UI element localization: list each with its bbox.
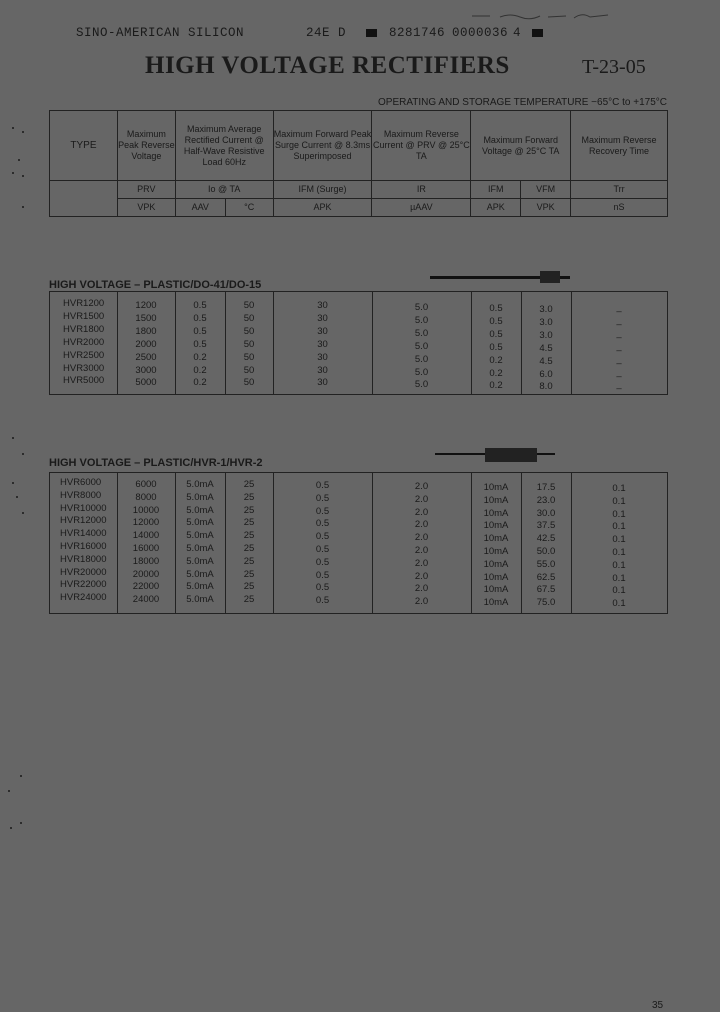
cell-ifsm: 30: [317, 325, 328, 337]
cell-trr: –: [616, 344, 622, 356]
cell-ifsm: 30: [317, 338, 328, 350]
cell-io: 5.0mA: [186, 594, 214, 606]
scan-speck: [22, 453, 24, 455]
page-number: 35: [652, 1000, 664, 1011]
scan-speck: [12, 127, 14, 129]
cell-ir: 2.0: [414, 544, 429, 556]
col-header-vf: Maximum Forward Voltage @ 25°C TA: [471, 111, 571, 181]
cell-prv: 3000: [135, 364, 157, 376]
cell-ta: 25: [243, 594, 255, 606]
scan-speck: [8, 790, 10, 792]
cell-type: HVR2000: [63, 336, 105, 348]
cell-prv: 2000: [135, 338, 157, 350]
cell-prv: 12000: [132, 517, 160, 529]
cell-ifm: 10mA: [483, 558, 509, 570]
cell-ifm: 0.5: [489, 315, 503, 327]
barcode-block-icon: [532, 26, 543, 40]
section2-trr-col: [571, 483, 667, 611]
cell-ifsm: 30: [317, 300, 328, 311]
cell-ifm: 0.2: [489, 354, 503, 366]
col-header-ifsm: Maximum Forward Peak Surge Current @ 8.3ms Superimposed: [273, 111, 372, 181]
cell-trr: –: [616, 357, 622, 369]
cell-ifsm: 0.5: [315, 543, 330, 555]
cell-trr: –: [616, 306, 622, 317]
section2-vfm-col: [521, 482, 571, 610]
unit-trr: nS: [571, 199, 668, 217]
cell-io: 5.0mA: [186, 542, 214, 554]
cell-vfm: 37.5: [536, 520, 556, 532]
section2-ta-col: [225, 479, 273, 607]
cell-trr: 0.1: [612, 534, 626, 546]
cell-ta: 50: [243, 338, 255, 350]
cell-trr: 0.1: [612, 483, 626, 494]
cell-vfm: 23.0: [536, 494, 556, 506]
cell-prv: 1200: [135, 300, 157, 311]
symbol-ir: IR: [372, 181, 471, 199]
cell-ta: 25: [243, 479, 255, 490]
cell-vfm: 8.0: [539, 381, 553, 393]
cell-type: HVR10000: [60, 502, 107, 514]
cell-type: HVR12000: [60, 515, 107, 527]
cell-prv: 14000: [132, 530, 160, 542]
header-symbol: D: [338, 26, 347, 40]
section1-ir-col: [372, 302, 471, 392]
cell-type: HVR3000: [63, 362, 105, 374]
cell-ta: 50: [243, 377, 255, 389]
cell-ifm: 10mA: [483, 520, 509, 532]
cell-type: HVR8000: [60, 489, 102, 501]
scan-speck: [18, 159, 20, 161]
cell-io: 0.5: [193, 325, 207, 337]
operating-temperature: OPERATING AND STORAGE TEMPERATURE −65°C to +175°C: [378, 97, 668, 108]
cell-type: HVR1200: [63, 298, 105, 309]
section1-type-col: [63, 298, 104, 388]
cell-type: HVR16000: [60, 540, 107, 552]
cell-io: 0.2: [193, 377, 207, 389]
unit-io: AAV: [175, 199, 225, 217]
catalog-number: 8281746: [389, 26, 446, 40]
scan-speck: [12, 172, 14, 174]
cell-ir: 5.0: [414, 366, 429, 378]
cell-io: 5.0mA: [186, 517, 214, 529]
cell-io: 5.0mA: [186, 491, 214, 503]
cell-ifm: 0.5: [489, 341, 503, 353]
cell-trr: –: [616, 331, 622, 343]
cell-ta: 50: [243, 351, 255, 363]
cell-vfm: 42.5: [536, 533, 556, 545]
col-header-trr: Maximum Reverse Recovery Time: [571, 111, 668, 181]
cell-ir: 2.0: [414, 557, 429, 569]
cell-trr: –: [616, 383, 622, 395]
cell-type: HVR2500: [63, 349, 105, 361]
cell-ta: 25: [243, 555, 255, 567]
cell-ifsm: 0.5: [315, 595, 330, 607]
cell-vfm: 3.0: [539, 329, 553, 341]
unit-ifm: APK: [471, 199, 521, 217]
col-header-prv: Maximum Peak Reverse Voltage: [117, 111, 175, 181]
page-title: HIGH VOLTAGE RECTIFIERS: [145, 52, 510, 79]
section1-prv-col: [117, 300, 175, 390]
cell-io: 5.0mA: [186, 555, 214, 567]
scan-speck: [16, 496, 18, 498]
scan-speck: [22, 512, 24, 514]
barcode-block-icon: [366, 26, 377, 40]
cell-trr: –: [616, 318, 622, 330]
cell-ifm: 0.5: [489, 328, 503, 340]
cell-ifm: 10mA: [483, 584, 509, 596]
symbol-prv: PRV: [117, 181, 175, 199]
cell-vfm: 4.5: [539, 342, 553, 354]
hvr-diode-body-icon: [485, 448, 537, 462]
cell-ifm: 10mA: [483, 482, 509, 493]
cell-ir: 5.0: [414, 340, 429, 352]
cell-trr: –: [616, 370, 622, 382]
cell-type: HVR14000: [60, 528, 107, 540]
cell-ir: 2.0: [414, 570, 429, 582]
cell-trr: 0.1: [612, 546, 626, 558]
handwritten-note: T-23-05: [582, 56, 646, 78]
cell-vfm: 67.5: [536, 584, 556, 596]
cell-ifm: 10mA: [483, 494, 509, 506]
cell-io: 5.0mA: [186, 504, 214, 516]
cell-io: 0.5: [193, 300, 207, 311]
unit-ir: µAAV: [372, 199, 471, 217]
unit-prv: VPK: [117, 199, 175, 217]
cell-trr: 0.1: [612, 572, 626, 584]
header-code: 24E: [306, 26, 331, 40]
cell-type: HVR1800: [63, 323, 105, 335]
col-header-ir: Maximum Reverse Current @ PRV @ 25°C TA: [372, 111, 471, 181]
cell-ir: 2.0: [414, 532, 429, 544]
cell-prv: 6000: [135, 479, 157, 490]
section2-title: HIGH VOLTAGE – PLASTIC/HVR-1/HVR-2: [49, 457, 263, 469]
symbol-ifsm: IFM (Surge): [273, 181, 372, 199]
cell-ta: 25: [243, 504, 255, 516]
section2-type-col: [60, 477, 106, 605]
unit-ifsm: APK: [273, 199, 372, 217]
cell-prv: 8000: [135, 491, 157, 503]
section1-vfm-col: [521, 304, 571, 394]
col-header-io: Maximum Average Rectified Current @ Half-Wave Resistive Load 60Hz: [175, 111, 273, 181]
cell-ta: 25: [243, 530, 255, 542]
cell-prv: 20000: [132, 568, 160, 580]
cell-vfm: 3.0: [539, 304, 553, 315]
cell-vfm: 3.0: [539, 316, 553, 328]
cell-io: 0.2: [193, 364, 207, 376]
cell-vfm: 4.5: [539, 355, 553, 367]
cell-ta: 25: [243, 581, 255, 593]
cell-vfm: 75.0: [536, 597, 556, 609]
cell-ta: 25: [243, 568, 255, 580]
cell-io: 0.5: [193, 338, 207, 350]
section1-trr-col: [571, 306, 667, 396]
scan-speck: [22, 131, 24, 133]
cell-type: HVR20000: [60, 566, 107, 578]
cell-prv: 5000: [135, 377, 157, 389]
doc-number: 0000036: [452, 26, 509, 40]
cell-prv: 18000: [132, 555, 160, 567]
cell-ifsm: 30: [317, 377, 328, 389]
cell-ifsm: 0.5: [315, 492, 330, 504]
cell-ir: 2.0: [414, 493, 429, 505]
cell-ta: 50: [243, 364, 255, 376]
cell-ir: 2.0: [414, 519, 429, 531]
cell-ir: 5.0: [414, 302, 429, 313]
cell-ifm: 0.2: [489, 380, 503, 392]
section2-prv-col: [117, 479, 175, 607]
section2-io-col: [175, 479, 225, 607]
cell-type: HVR18000: [60, 553, 107, 565]
cell-ifm: 10mA: [483, 507, 509, 519]
scan-speck: [20, 775, 22, 777]
scan-speck: [22, 206, 24, 208]
cell-trr: 0.1: [612, 598, 626, 610]
cell-ir: 5.0: [414, 314, 429, 326]
cell-ifm: 10mA: [483, 597, 509, 609]
cell-ir: 5.0: [414, 327, 429, 339]
cell-ir: 2.0: [414, 506, 429, 518]
cell-io: 0.2: [193, 351, 207, 363]
cell-type: HVR22000: [60, 579, 107, 591]
cell-ta: 50: [243, 312, 255, 324]
scan-speck: [22, 175, 24, 177]
cell-ir: 5.0: [414, 379, 429, 391]
cell-ifm: 10mA: [483, 533, 509, 545]
cell-ta: 25: [243, 517, 255, 529]
cell-ifsm: 0.5: [315, 518, 330, 530]
doc-suffix: 4: [513, 26, 522, 40]
cell-vfm: 17.5: [536, 482, 556, 493]
type-header: TYPE: [50, 111, 118, 181]
cell-ta: 50: [243, 300, 255, 311]
cell-trr: 0.1: [612, 559, 626, 571]
handwritten-scribble: [470, 10, 610, 20]
cell-vfm: 6.0: [539, 368, 553, 380]
cell-trr: 0.1: [612, 521, 626, 533]
symbol-ifm: IFM: [471, 181, 521, 199]
symbol-trr: Trr: [571, 181, 668, 199]
cell-ifsm: 0.5: [315, 505, 330, 517]
cell-type: HVR6000: [60, 477, 102, 488]
cell-ir: 2.0: [414, 596, 429, 608]
unit-vfm: VPK: [521, 199, 571, 217]
cell-ta: 25: [243, 491, 255, 503]
scan-speck: [20, 822, 22, 824]
cell-prv: 2500: [135, 351, 157, 363]
section2-ifm-col: [471, 482, 521, 610]
section1-ta-col: [225, 300, 273, 390]
cell-vfm: 30.0: [536, 507, 556, 519]
cell-vfm: 55.0: [536, 558, 556, 570]
cell-ta: 25: [243, 542, 255, 554]
cell-prv: 24000: [132, 594, 160, 606]
cell-io: 5.0mA: [186, 568, 214, 580]
cell-type: HVR1500: [63, 310, 105, 322]
scan-speck: [10, 827, 12, 829]
scan-speck: [12, 437, 14, 439]
cell-type: HVR24000: [60, 592, 107, 604]
cell-prv: 1800: [135, 325, 157, 337]
section2-ir-col: [372, 481, 471, 609]
scan-speck: [12, 482, 14, 484]
cell-ifsm: 30: [317, 364, 328, 376]
cell-io: 5.0mA: [186, 581, 214, 593]
company-name: SINO-AMERICAN SILICON: [76, 26, 245, 40]
cell-ifm: 0.2: [489, 367, 503, 379]
cell-ta: 50: [243, 325, 255, 337]
cell-trr: 0.1: [612, 508, 626, 520]
cell-ifsm: 30: [317, 351, 328, 363]
cell-prv: 22000: [132, 581, 160, 593]
cell-ifsm: 0.5: [315, 569, 330, 581]
section2-ifsm-col: [273, 480, 372, 608]
cell-ifsm: 0.5: [315, 556, 330, 568]
section1-title: HIGH VOLTAGE – PLASTIC/DO-41/DO-15: [49, 279, 262, 291]
cell-trr: 0.1: [612, 585, 626, 597]
cell-trr: 0.1: [612, 495, 626, 507]
cell-ifm: 0.5: [489, 303, 503, 314]
cell-ifsm: 0.5: [315, 582, 330, 594]
cell-vfm: 50.0: [536, 545, 556, 557]
cell-ifsm: 30: [317, 312, 328, 324]
cell-prv: 1500: [135, 312, 157, 324]
symbol-vfm: VFM: [521, 181, 571, 199]
section1-ifsm-col: [273, 300, 372, 390]
cell-io: 5.0mA: [186, 479, 214, 490]
cell-prv: 16000: [132, 542, 160, 554]
cell-ifsm: 0.5: [315, 531, 330, 543]
cell-ir: 2.0: [414, 583, 429, 595]
cell-ir: 5.0: [414, 353, 429, 365]
cell-ir: 2.0: [414, 481, 429, 492]
section1-io-col: [175, 300, 225, 390]
cell-prv: 10000: [132, 504, 160, 516]
cell-io: 5.0mA: [186, 530, 214, 542]
cell-io: 0.5: [193, 312, 207, 324]
symbol-io: Io @ TA: [175, 181, 273, 199]
spec-header-table: [49, 110, 668, 217]
do41-diode-body-icon: [540, 271, 560, 283]
cell-ifm: 10mA: [483, 571, 509, 583]
cell-vfm: 62.5: [536, 571, 556, 583]
unit-ta: °C: [225, 199, 273, 217]
section1-ifm-col: [471, 303, 521, 393]
cell-ifsm: 0.5: [315, 480, 330, 491]
cell-ifm: 10mA: [483, 545, 509, 557]
cell-type: HVR5000: [63, 375, 105, 387]
